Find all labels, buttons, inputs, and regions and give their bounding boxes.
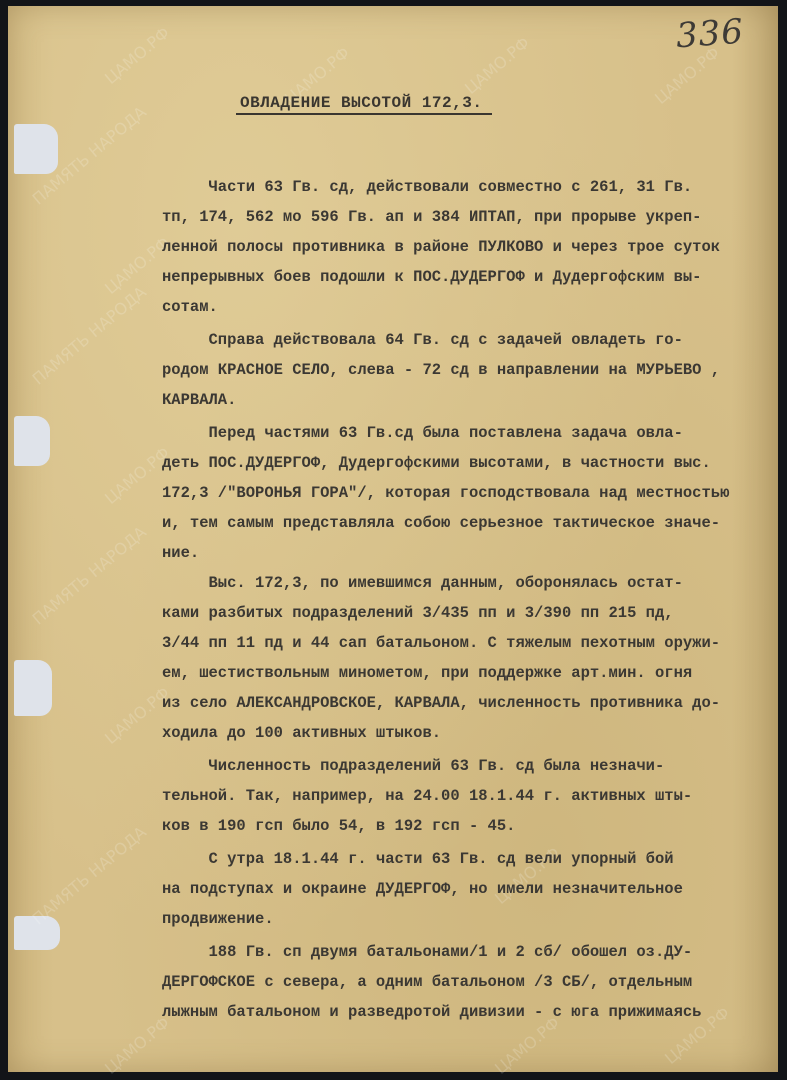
text-line: Части 63 Гв. сд, действовали совместно с 261, 31 Гв. xyxy=(162,178,693,196)
text-line: деть ПОС.ДУДЕРГОФ, Дудергофскими высотами, в частности выс. xyxy=(162,454,711,472)
text-line: родом КРАСНОЕ СЕЛО, слева - 72 сд в направлении на МУРЬЕВО , xyxy=(162,361,721,379)
binding-hole xyxy=(14,916,60,950)
text-line: из село АЛЕКСАНДРОВСКОЕ, КАРВАЛА, численность противника до- xyxy=(162,694,721,712)
text-line: КАРВАЛА. xyxy=(162,391,237,409)
watermark: ЦАМО.РФ xyxy=(661,1003,734,1068)
text-line: Перед частями 63 Гв.сд была поставлена задача овла- xyxy=(162,424,683,442)
text-line: 188 Гв. сп двумя батальонами/1 и 2 сб/ обошел оз.ДУ- xyxy=(162,943,693,961)
watermark: ПАМЯТЬ НАРОДА xyxy=(28,522,150,629)
text-line: 172,3 /"ВОРОНЬЯ ГОРА"/, которая господствовала над местностью xyxy=(162,484,730,502)
text-line: Выс. 172,3, по имевшимся данным, оборонялась остат- xyxy=(162,574,683,592)
text-line: ходила до 100 активных штыков. xyxy=(162,724,442,742)
watermark: ЦАМО.РФ xyxy=(101,683,174,748)
watermark: ЦАМО.РФ xyxy=(101,443,174,508)
watermark: ПАМЯТЬ НАРОДА xyxy=(28,282,150,389)
document-body xyxy=(162,172,758,1027)
text-line: продвижение. xyxy=(162,910,274,928)
text-line: Справа действовала 64 Гв. сд с задачей овладеть го- xyxy=(162,331,683,349)
watermark: ЦАМО.РФ xyxy=(101,233,174,298)
watermark: ЦАМО.РФ xyxy=(461,33,534,98)
text-line: Численность подразделений 63 Гв. сд была незначи- xyxy=(162,757,665,775)
watermark: ЦАМО.РФ xyxy=(491,1013,564,1078)
binding-hole xyxy=(14,416,50,466)
text-line: С утра 18.1.44 г. части 63 Гв. сд вели упорный бой xyxy=(162,850,674,868)
text-line: и, тем самым представляла собою серьезное тактическое значе- xyxy=(162,514,721,532)
watermark: ПАМЯТЬ НАРОДА xyxy=(28,102,150,209)
watermark: ЦАМО.РФ xyxy=(101,23,174,88)
text-line: тельной. Так, например, на 24.00 18.1.44 г. активных шты- xyxy=(162,787,693,805)
text-line: непрерывных боев подошли к ПОС.ДУДЕРГОФ и Дудергофским вы- xyxy=(162,268,702,286)
watermark: ПАМЯТЬ НАРОДА xyxy=(28,822,150,929)
watermark: ЦАМО.РФ xyxy=(281,43,354,108)
text-line: ков в 190 гсп было 54, в 192 гсп - 45. xyxy=(162,817,516,835)
watermark: ЦАМО.РФ xyxy=(101,1013,174,1078)
binding-hole xyxy=(14,124,58,174)
text-line: ленной полосы противника в районе ПУЛКОВО и через трое суток xyxy=(162,238,721,256)
watermark: ЦАМО.РФ xyxy=(651,43,724,108)
text-line: сотам. xyxy=(162,298,218,316)
folio-number: 336 xyxy=(674,11,746,57)
text-line: на подступах и окраине ДУДЕРГОФ, но имели незначительное xyxy=(162,880,683,898)
text-line: тп, 174, 562 мо 596 Гв. ап и 384 ИПТАП, при прорыве укреп- xyxy=(162,208,702,226)
text-line: ками разбитых подразделений 3/435 пп и 3/390 пп 215 пд, xyxy=(162,604,674,622)
document-title: ОВЛАДЕНИЕ ВЫСОТОЙ 172,3. xyxy=(236,94,492,115)
binding-hole xyxy=(14,660,52,716)
text-line: ние. xyxy=(162,544,200,562)
text-line: ДЕРГОФСКОЕ с севера, а одним батальоном /3 СБ/, отдельным xyxy=(162,973,693,991)
text-line: ем, шестиствольным минометом, при поддержке арт.мин. огня xyxy=(162,664,693,682)
text-line: 3/44 пп 11 пд и 44 сап батальоном. С тяжелым пехотным оружи- xyxy=(162,634,721,652)
watermark: ЦАМО.РФ xyxy=(491,843,564,908)
text-line: лыжным батальоном и разведротой дивизии - с юга прижимаясь xyxy=(162,1003,702,1021)
